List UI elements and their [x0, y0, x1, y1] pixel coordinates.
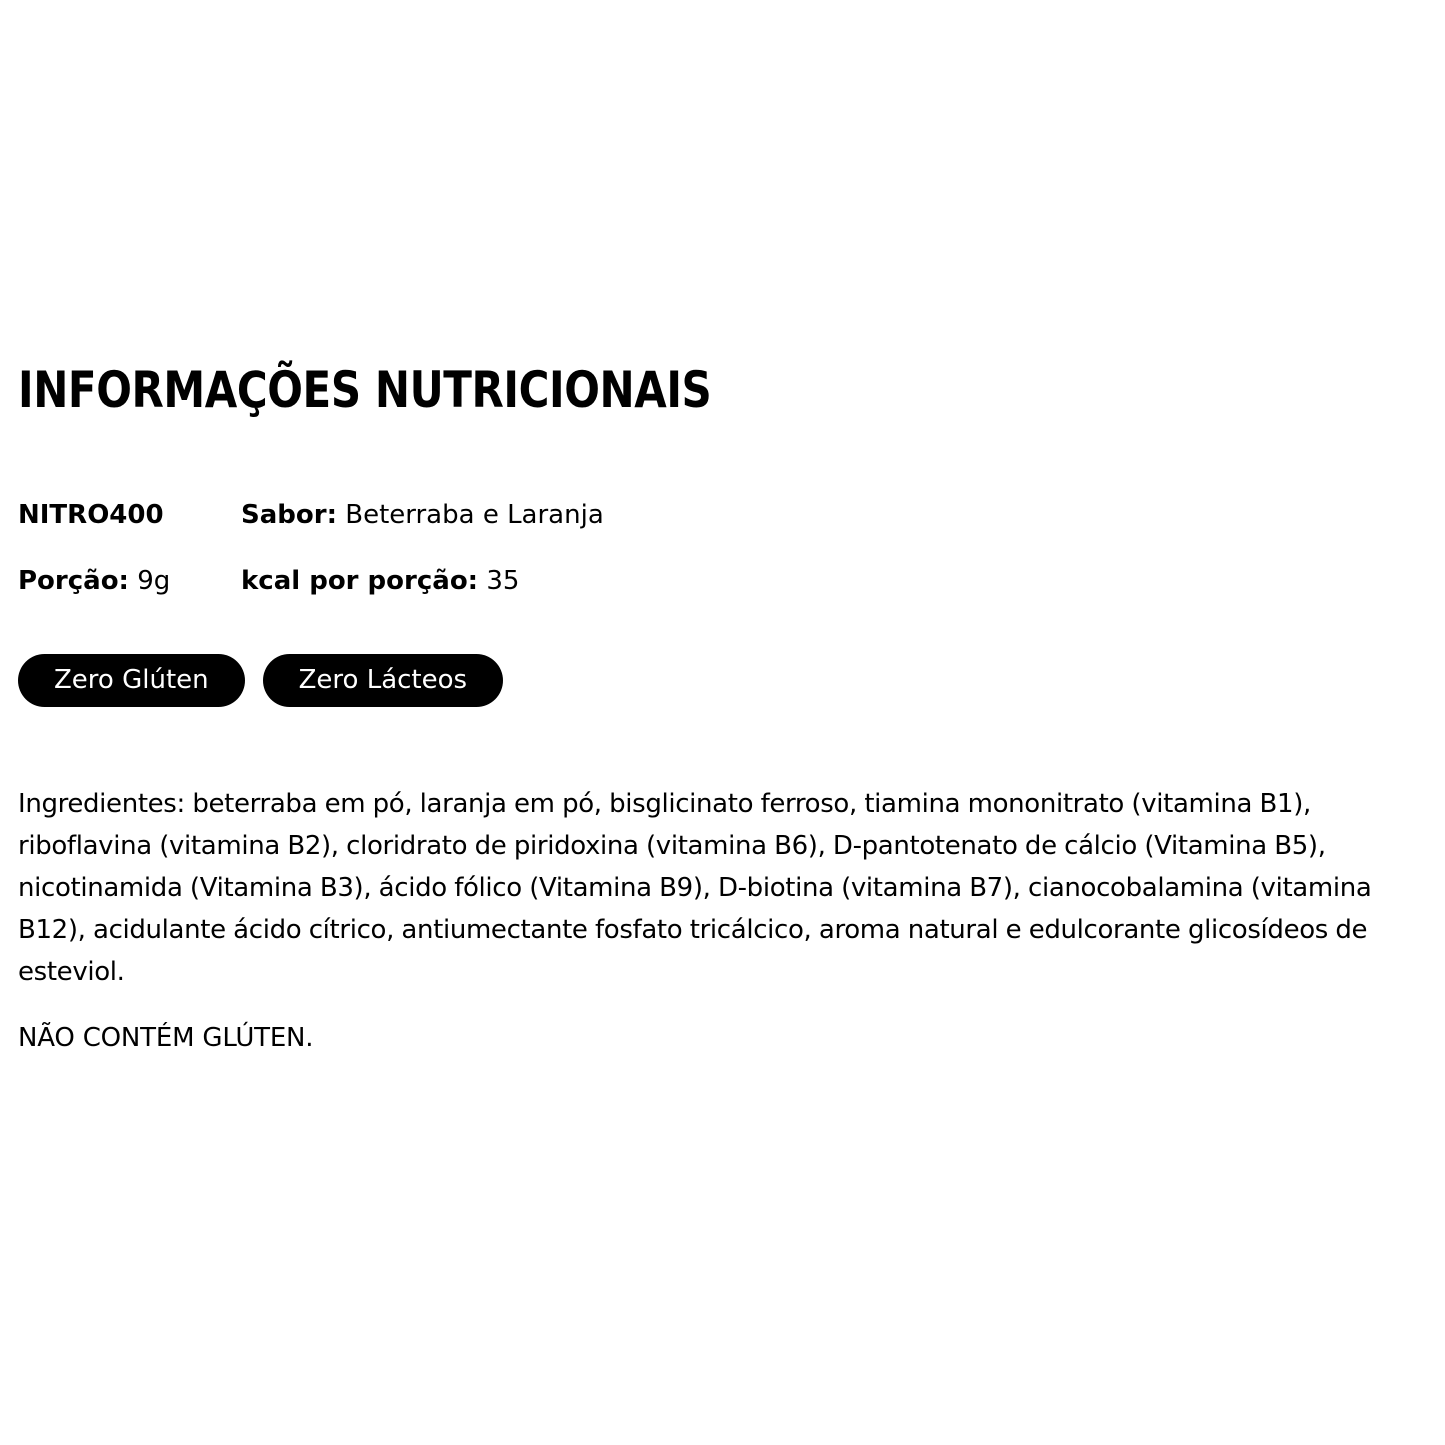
kcal-label: kcal por porção:: [241, 566, 479, 596]
product-name-cell: [18, 496, 241, 534]
serving-label: Porção:: [18, 566, 129, 596]
kcal-value: 35: [486, 566, 520, 596]
flavor-value: Beterraba e Laranja: [345, 500, 604, 530]
section-title: INFORMAÇÕES NUTRICIONAIS: [18, 361, 712, 419]
product-info-grid: [18, 496, 1430, 600]
ingredients-text: Ingredientes: beterraba em pó, laranja em pó, bisglicinato ferroso, tiamina mononitrato (vitamina B1), riboflavina (vitamina B2), cloridrato de piridoxina (vitamina B6), D-pantotenato de cálcio (Vitamina B5), nicotinamida (Vitamina B3), ácido fólico (Vitamina B9), D-biotina (vitamina B7), cianocobalamina (vitamina B12), acidulante ácido cítrico, antiumectante fosfato tricálcico, aroma natural e edulcorante glicosídeos de esteviol.: [18, 789, 1372, 987]
kcal-cell: [241, 562, 1430, 600]
badge-list: [18, 654, 1430, 707]
nutrition-info-section: [18, 360, 1430, 1059]
flavor-cell: [241, 496, 1430, 534]
serving-cell: [18, 562, 241, 600]
serving-value: 9g: [137, 566, 171, 596]
flavor-label: Sabor:: [241, 500, 337, 530]
gluten-notice: NÃO CONTÉM GLÚTEN.: [18, 1023, 314, 1053]
product-name: NITRO400: [18, 500, 164, 530]
badge-zero-gluten: Zero Glúten: [18, 654, 245, 707]
badge-zero-lacteos: Zero Lácteos: [263, 654, 503, 707]
